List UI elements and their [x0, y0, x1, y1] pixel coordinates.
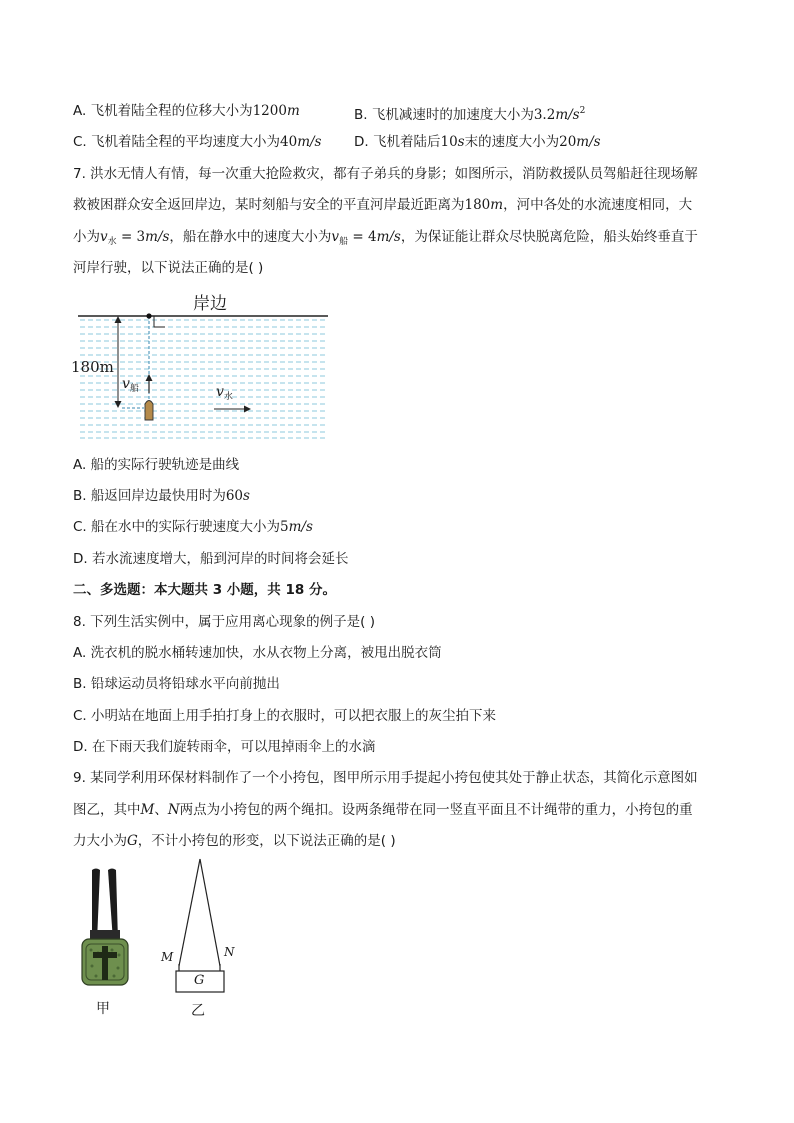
q7-stem-line-2: [73, 195, 692, 215]
q7-v-boat-symbol: v: [331, 229, 340, 245]
q7-option-d: D. 若水流速度增大，船到河岸的时间将会延长: [73, 551, 349, 567]
q6-option-d-mid: 末的速度大小为: [464, 134, 560, 150]
q7-v-boat-subscript: 船: [339, 237, 349, 247]
q6-option-d-text: D. 飞机着陆后: [354, 134, 441, 150]
q6-option-d-value: 20: [559, 134, 577, 150]
q6-option-c-value: 40: [280, 134, 298, 150]
q6-option-a-unit: m: [286, 103, 300, 119]
distance-label: 180m: [71, 358, 114, 376]
q7-option-b-value: 60: [225, 488, 244, 504]
q8-stem: 8. 下列生活实例中，属于应用离心现象的例子是( ): [73, 614, 375, 630]
q7-stem-line-4: 河岸行驶，以下说法正确的是( ): [73, 260, 264, 276]
q9-schematic-diagram: [158, 856, 240, 996]
section-2-title: [73, 580, 336, 600]
q9-stem-line-2-a: 图乙，其中: [73, 802, 141, 818]
q9-bag-photo: [78, 866, 134, 992]
q7-stem-line-3-b: ，船在静水中的速度大小为: [169, 229, 332, 245]
q6-option-b-text: B. 飞机减速时的加速度大小为: [354, 107, 534, 123]
q7-option-c-value: 5: [280, 519, 289, 535]
q9-stem-line-3-a: 力大小为: [73, 833, 127, 849]
q6-option-b-unit: m/s: [555, 107, 580, 123]
q9-stem-line-2-b: 两点为小挎包的两个绳扣。设两条绳带在同一竖直平面且不计绳带的重力，小挎包的重: [179, 802, 693, 818]
q6-option-b: [354, 101, 585, 125]
bank-label: 岸边: [193, 294, 227, 314]
q7-stem-line-3: [73, 227, 698, 252]
q7-stem-line-3-c: ，为保证能让群众尽快脱离危险，船头始终垂直于: [400, 229, 698, 245]
q6-option-b-value: 3.2: [533, 107, 556, 123]
q7-stem-line-2-a: 救被困群众安全返回岸边，某时刻船与安全的平直河岸最近距离为: [73, 197, 465, 213]
q9-stem-line-3: [73, 831, 396, 851]
figure-caption-yi: 乙: [191, 1003, 205, 1019]
q8-option-d: D. 在下雨天我们旋转雨伞，可以甩掉雨伞上的水滴: [73, 739, 376, 755]
label-n: N: [224, 945, 235, 959]
q7-stem-line-3-a: 小为: [73, 229, 100, 245]
v-water-subscript: 水: [223, 392, 233, 402]
q6-option-a: [73, 101, 300, 121]
q6-option-d-time: 10: [440, 134, 458, 150]
q9-stem-line-2: [73, 800, 693, 820]
q8-option-c: C. 小明站在地面上用手拍打身上的衣服时，可以把衣服上的灰尘拍下来: [73, 708, 497, 724]
q9-point-n: N: [167, 802, 180, 818]
q7-option-a: A. 船的实际行驶轨迹是曲线: [73, 457, 240, 473]
q7-option-c-text: C. 船在水中的实际行驶速度大小为: [73, 519, 281, 535]
q7-v-boat-equals: = 4: [348, 229, 377, 245]
q6-option-d-time-unit: s: [457, 134, 465, 150]
q6-option-c-unit: m/s: [297, 134, 322, 150]
q9-weight-symbol: G: [127, 833, 138, 849]
q7-stem-line-1: 7. 洪水无情人有情，每一次重大抢险救灾，都有子弟兵的身影；如图所示，消防救援队员驾船赶往现场解: [73, 166, 698, 182]
q7-option-c-unit: m/s: [288, 519, 313, 535]
q6-option-d: [354, 132, 601, 152]
q9-stem-line-1: 9. 某同学利用环保材料制作了一个小挎包，图甲所示用手提起小挎包使其处于静止状态，其简化示意图如: [73, 770, 698, 786]
q8-option-b: B. 铅球运动员将铅球水平向前抛出: [73, 676, 280, 692]
q9-point-m: M: [140, 802, 155, 818]
q7-river-diagram: [70, 286, 335, 442]
q6-option-a-text: A. 飞机着陆全程的位移大小为: [73, 103, 253, 119]
q7-distance-value: 180: [464, 197, 491, 213]
q6-option-c: [73, 132, 321, 152]
q7-stem-line-2-b: ，河中各处的水流速度相同，大: [503, 197, 693, 213]
q6-option-b-exponent: 2: [579, 106, 586, 116]
q6-option-d-unit: m/s: [576, 134, 601, 150]
q7-v-water-symbol: v: [100, 229, 108, 245]
v-water-symbol: v: [216, 384, 224, 400]
q7-option-b-text: B. 船返回岸边最快用时为: [73, 488, 226, 504]
q9-stem-line-3-b: ，不计小挎包的形变，以下说法正确的是( ): [137, 833, 396, 849]
q7-distance-unit: m: [490, 197, 504, 213]
q6-option-c-text: C. 飞机着陆全程的平均速度大小为: [73, 134, 281, 150]
section-2-title-text: 二、多选题：本大题共 3 小题，共 18 分。: [73, 582, 336, 598]
v-boat-subscript: 船: [129, 384, 139, 394]
label-m: M: [161, 950, 174, 964]
q7-option-b-unit: s: [243, 488, 250, 504]
q6-option-a-value: 1200: [252, 103, 287, 119]
q7-option-b: [73, 486, 250, 506]
boat-icon: [145, 401, 153, 421]
q7-v-water-unit: m/s: [145, 229, 170, 245]
v-water-label: [216, 384, 233, 402]
label-g: G: [194, 973, 205, 988]
q7-v-water-equals: = 3: [116, 229, 146, 245]
q9-separator: 、: [154, 802, 168, 818]
figure-caption-jia: 甲: [96, 1001, 110, 1017]
v-boat-symbol: v: [122, 376, 130, 392]
q7-v-boat-unit: m/s: [376, 229, 401, 245]
q7-v-water-subscript: 水: [107, 237, 117, 247]
v-boat-label: [122, 376, 139, 394]
q7-option-c: [73, 517, 313, 537]
q8-option-a: A. 洗衣机的脱水桶转速加快，水从衣物上分离，被甩出脱衣筒: [73, 645, 442, 661]
